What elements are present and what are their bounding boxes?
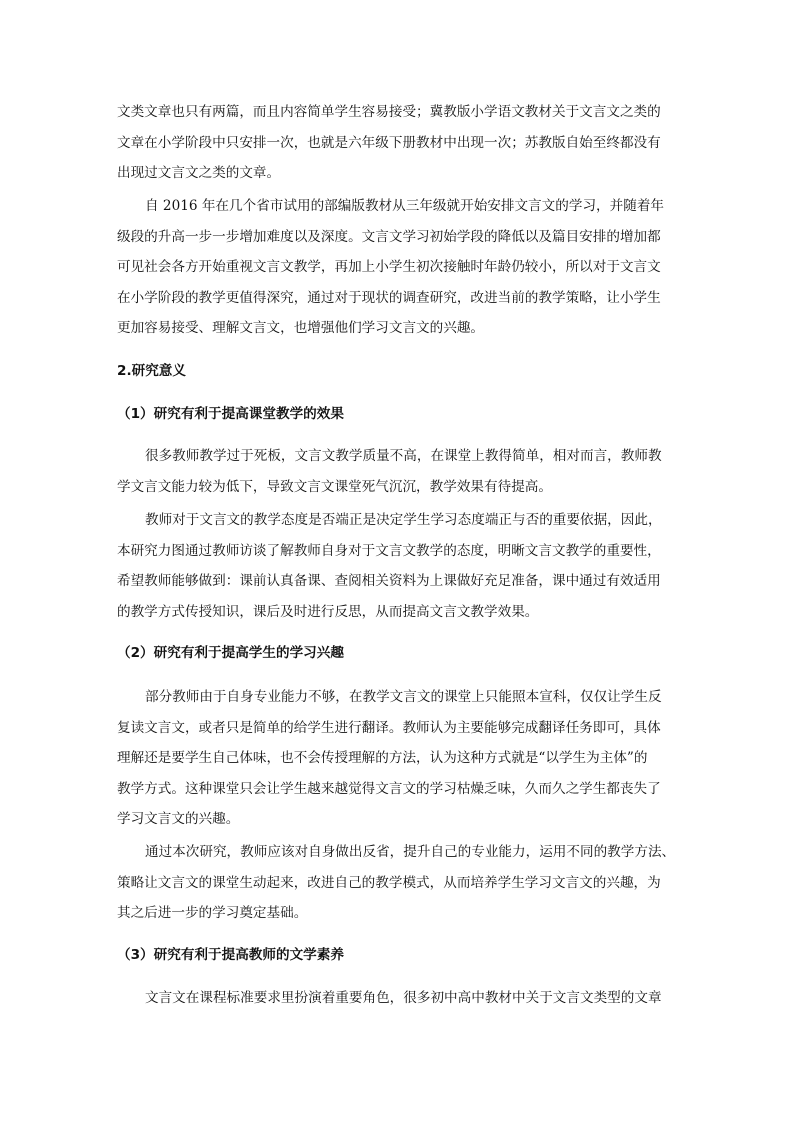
text-line: 教师对于文言文的教学态度是否端正是决定学生学习态度端正与否的重要依据，因此， (145, 512, 662, 528)
subsection-heading-1: （1）研究有利于提高课堂教学的效果 (117, 406, 344, 422)
text-line: 文类文章也只有两篇，而且内容简单学生容易接受；冀教版小学语文教材关于文言文之类的 (117, 104, 661, 120)
text-line: 教学方式。这种课堂只会让学生越来越觉得文言文的学习枯燥乏味，久而久之学生都丧失了 (117, 780, 661, 797)
subsection-heading-2: （2）研究有利于提高学生的学习兴趣 (117, 645, 344, 661)
text-line: 学文言文能力较为低下，导致文言文课堂死气沉沉，教学效果有待提高。 (117, 478, 552, 495)
text-line: 策略让文言文的课堂生动起来，改进自己的教学模式，从而培养学生学习文言文的兴趣，为 (117, 874, 661, 891)
paragraph-teacher-attitude (117, 505, 683, 627)
text-line: 部分教师由于自身专业能力不够，在教学文言文的课堂上只能照本宣科，仅仅让学生反 (145, 689, 662, 705)
text-line: 自 2016 年在几个省市试用的部编版教材从三年级就开始安排文言文的学习，并随着年 (145, 198, 665, 214)
text-line: 理解还是要学生自己体味，也不会传授理解的方法，认为这种方式就是“以学生为主体”的 (117, 750, 648, 766)
text-line: 文言文在课程标准要求里扮演着重要角色，很多初中高中教材中关于文言文类型的文章 (145, 990, 662, 1006)
text-line: 本研究力图通过教师访谈了解教师自身对于文言文教学的态度，明晰文言文教学的重要性， (117, 542, 661, 559)
section-heading-research-significance: 2.研究意义 (117, 363, 186, 379)
paragraph-rigid-teaching (117, 441, 683, 502)
text-line: 学习文言文的兴趣。 (117, 811, 240, 827)
paragraph-self-reflection (117, 837, 683, 929)
text-line: 其之后进一步的学习奠定基础。 (117, 905, 308, 921)
text-line: 在小学阶段的教学更值得深究，通过对于现状的调查研究，改进当前的教学策略，让小学生 (117, 289, 661, 306)
text-line: 级段的升高一步一步增加难度以及深度。文言文学习初始学段的降低以及篇目安排的增加都 (117, 228, 661, 245)
text-line: 希望教师能够做到：课前认真备课、查阅相关资料为上课做好充足准备，课中通过有效适用 (117, 573, 661, 589)
text-line: 可见社会各方开始重视文言文教学，再加上小学生初次接触时年龄仍较小，所以对于文言文 (117, 259, 661, 275)
text-line: 复读文言文，或者只是简单的给学生进行翻译。教师认为主要能够完成翻译任务即可，具体 (117, 719, 661, 736)
text-line: 出现过文言文之类的文章。 (117, 165, 281, 181)
paragraph-professional-ability (117, 682, 683, 835)
text-line: 通过本次研究，教师应该对自身做出反省，提升自己的专业能力，运用不同的教学方法、 (145, 844, 676, 860)
paragraph-2016-textbook (117, 191, 683, 344)
subsection-heading-3: （3）研究有利于提高教师的文学素养 (117, 947, 344, 963)
text-line: 很多教师教学过于死板，文言文教学质量不高，在课堂上教得简单，相对而言，教师教 (145, 448, 662, 464)
text-line: 更加容易接受、理解文言文，也增强他们学习文言文的兴趣。 (117, 320, 485, 336)
text-line: 文章在小学阶段中只安排一次，也就是六年级下册教材中出现一次；苏教版自始至终都没有 (117, 134, 661, 151)
paragraph-curriculum-standard (117, 983, 683, 1014)
text-line: 的教学方式传授知识，课后及时进行反思，从而提高文言文教学效果。 (117, 603, 539, 620)
paragraph-textbook-comparison (117, 97, 683, 189)
